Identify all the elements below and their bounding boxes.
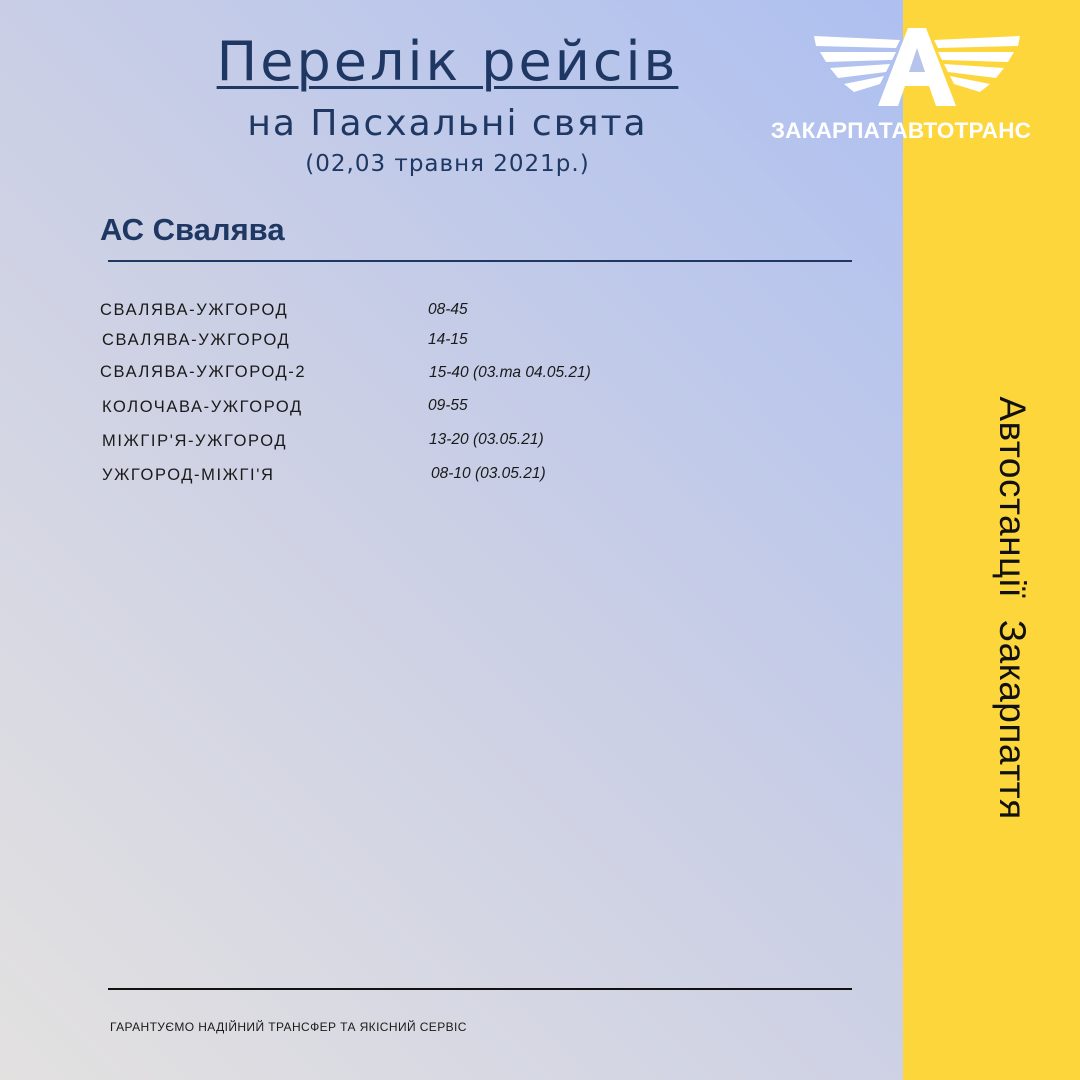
divider-bottom	[108, 988, 852, 990]
page-title: Перелік рейсів	[216, 30, 679, 93]
route-name: МІЖГІР'Я-УЖГОРОД	[102, 432, 288, 450]
footer-slogan: ГАРАНТУЄМО НАДІЙНИЙ ТРАНСФЕР ТА ЯКІСНИЙ СЕРВІС	[110, 1020, 467, 1034]
route-name: СВАЛЯВА-УЖГОРОД	[102, 331, 291, 349]
route-time: 14-15	[428, 331, 468, 348]
brand-name: ЗАКАРПАТАВТОТРАНС	[770, 118, 1032, 143]
station-name: АС Свалява	[100, 212, 285, 247]
date-range: (02,03 травня 2021р.)	[305, 151, 590, 177]
route-time: 15-40 (03.та 04.05.21)	[429, 364, 591, 381]
route-name: КОЛОЧАВА-УЖГОРОД	[102, 398, 303, 416]
route-time: 08-10 (03.05.21)	[431, 465, 546, 482]
route-name: УЖГОРОД-МІЖГІ'Я	[102, 466, 275, 484]
page-subtitle: на Пасхальні свята	[247, 103, 648, 144]
sidebar-vertical-text: Автостанції Закарпаття	[992, 396, 1033, 820]
divider-top	[108, 260, 852, 262]
route-time: 08-45	[428, 301, 468, 318]
route-time: 13-20 (03.05.21)	[429, 431, 544, 448]
route-name: СВАЛЯВА-УЖГОРОД	[100, 301, 289, 319]
route-name: СВАЛЯВА-УЖГОРОД-2	[100, 363, 307, 381]
route-time: 09-55	[428, 397, 468, 414]
